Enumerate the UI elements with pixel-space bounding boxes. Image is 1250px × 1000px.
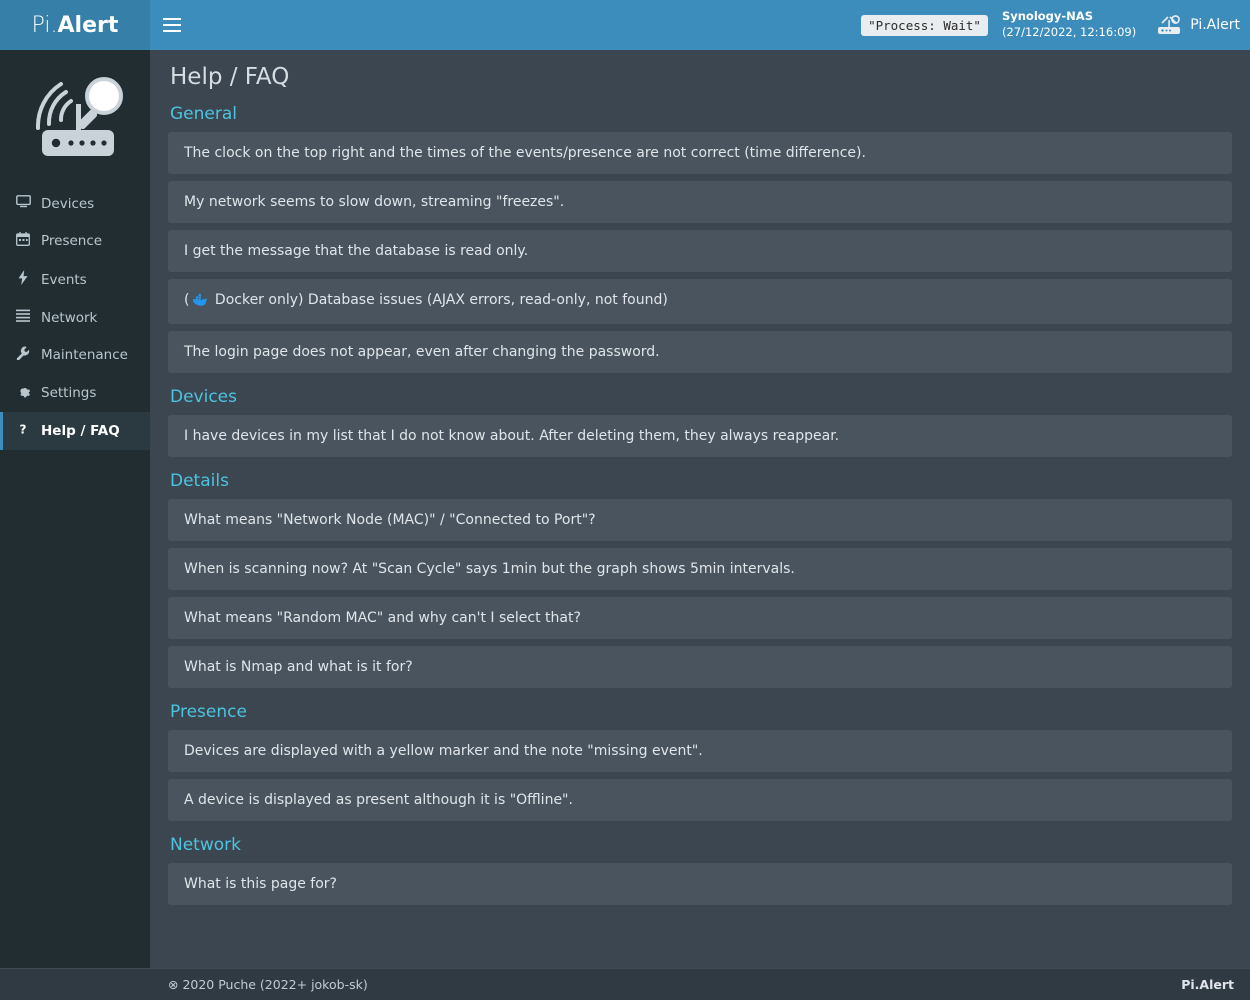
sidebar-item-help-faq[interactable] bbox=[0, 412, 150, 450]
faq-item[interactable]: What is Nmap and what is it for? bbox=[168, 646, 1232, 688]
top-bar bbox=[0, 0, 1250, 50]
brand-suffix: Alert bbox=[57, 12, 119, 38]
section-title-details: Details bbox=[170, 471, 229, 491]
footer-brand: Pi.Alert bbox=[1181, 977, 1234, 992]
sidebar-item-maintenance[interactable] bbox=[0, 336, 150, 374]
sidebar-item-network[interactable] bbox=[0, 299, 150, 336]
bolt-icon bbox=[15, 270, 31, 289]
sidebar-item-events[interactable] bbox=[0, 260, 150, 299]
faq-item[interactable]: Devices are displayed with a yellow marker and the note "missing event". bbox=[168, 730, 1232, 772]
sidebar-item-label: Help / FAQ bbox=[41, 423, 120, 439]
faq-item-text: Docker only) Database issues (AJAX errors, read-only, not found) bbox=[210, 292, 668, 308]
faq-item[interactable]: A device is displayed as present although it is "Offline". bbox=[168, 779, 1232, 821]
faq-item[interactable] bbox=[168, 279, 1232, 324]
sidebar-item-label: Maintenance bbox=[41, 347, 128, 363]
faq-item[interactable]: What means "Network Node (MAC)" / "Connected to Port"? bbox=[168, 499, 1232, 541]
faq-item[interactable]: The login page does not appear, even after changing the password. bbox=[168, 331, 1232, 373]
faq-item[interactable]: What means "Random MAC" and why can't I select that? bbox=[168, 597, 1232, 639]
faq-item[interactable]: I have devices in my list that I do not know about. After deleting them, they always reappear. bbox=[168, 415, 1232, 457]
docker-icon bbox=[191, 293, 208, 311]
faq-item[interactable]: What is this page for? bbox=[168, 863, 1232, 905]
content-area bbox=[150, 50, 1250, 968]
faq-item[interactable]: I get the message that the database is read only. bbox=[168, 230, 1232, 272]
sidebar-menu bbox=[0, 185, 150, 450]
brand-prefix: Pi. bbox=[31, 12, 58, 38]
sidebar-item-presence[interactable] bbox=[0, 222, 150, 260]
list-icon bbox=[15, 309, 31, 326]
faq-item[interactable]: My network seems to slow down, streaming "freezes". bbox=[168, 181, 1232, 223]
sidebar-item-label: Events bbox=[41, 271, 87, 288]
app-logo[interactable] bbox=[0, 0, 150, 50]
navbar-brand[interactable] bbox=[1150, 14, 1240, 36]
gear-icon bbox=[15, 384, 31, 402]
section-title-presence: Presence bbox=[170, 702, 247, 722]
faq-item[interactable]: When is scanning now? At "Scan Cycle" says 1min but the graph shows 5min intervals. bbox=[168, 548, 1232, 590]
navbar-right bbox=[861, 9, 1240, 40]
page-title: Help / FAQ bbox=[170, 64, 290, 90]
navbar-brand-label: Pi.Alert bbox=[1190, 17, 1240, 33]
footer-copyright: ⊗ 2020 Puche (2022+ jokob-sk) bbox=[168, 977, 368, 992]
sidebar-item-label: Network bbox=[41, 309, 98, 326]
question-icon bbox=[15, 422, 31, 440]
svg-text:?: ? bbox=[19, 422, 27, 436]
section-title-general: General bbox=[170, 104, 237, 124]
sidebar bbox=[0, 50, 150, 968]
section-title-devices: Devices bbox=[170, 387, 237, 407]
wrench-icon bbox=[15, 346, 31, 364]
body-wrapper bbox=[0, 50, 1250, 968]
navbar bbox=[150, 0, 1250, 50]
menu-toggle-icon[interactable] bbox=[150, 0, 194, 50]
server-time: (27/12/2022, 12:16:09) bbox=[1001, 25, 1137, 39]
faq-item-prefix: ( bbox=[184, 292, 190, 308]
faq-item[interactable]: The clock on the top right and the times of the events/presence are not correct (time difference). bbox=[168, 132, 1232, 174]
section-title-network: Network bbox=[170, 835, 241, 855]
sidebar-item-label: Settings bbox=[41, 385, 97, 401]
sidebar-item-label: Presence bbox=[41, 233, 103, 249]
server-name: Synology-NAS bbox=[1001, 9, 1093, 24]
monitor-icon bbox=[15, 195, 31, 212]
sidebar-item-label: Devices bbox=[41, 195, 95, 212]
sidebar-item-devices[interactable] bbox=[0, 185, 150, 222]
router-scan-icon bbox=[1156, 14, 1182, 36]
process-status-badge: "Process: Wait" bbox=[861, 15, 988, 36]
server-info bbox=[1002, 9, 1136, 40]
footer bbox=[0, 968, 1250, 1000]
calendar-icon bbox=[15, 232, 31, 250]
sidebar-logo-icon bbox=[0, 50, 150, 185]
sidebar-item-settings[interactable] bbox=[0, 374, 150, 412]
